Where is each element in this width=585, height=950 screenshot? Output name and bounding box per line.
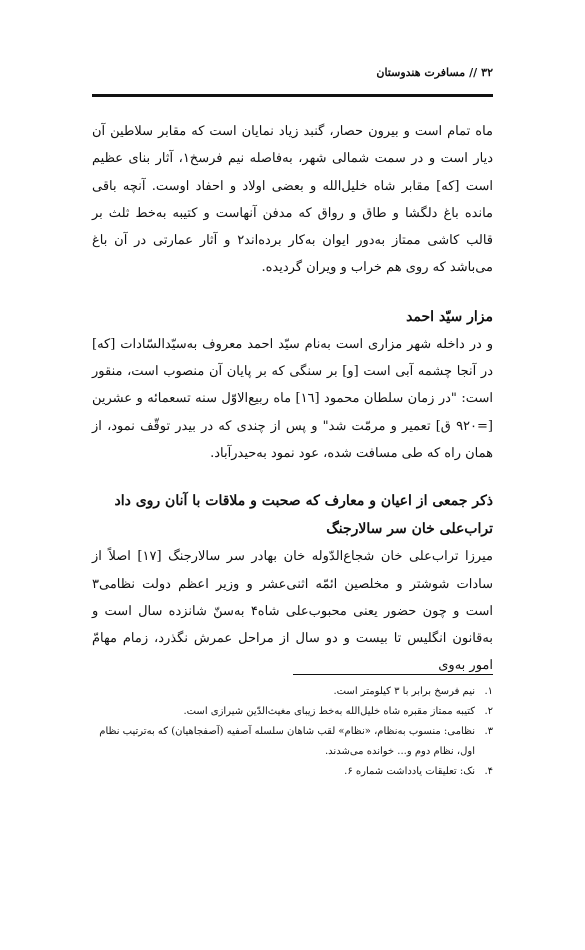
footnote bbox=[92, 762, 493, 782]
header-rule bbox=[92, 94, 493, 97]
footnote bbox=[92, 702, 493, 722]
section-heading-sayyed-ahmad: مزار سیّد احمد bbox=[406, 308, 493, 325]
section-heading-notables: ذکر جمعی از اعیان و معارف که صحبت و ملاقات با آنان روی داد bbox=[114, 493, 493, 510]
footnote-number: ۲. bbox=[484, 706, 493, 717]
footnote-text: نک: تعلیقات یادداشت شماره ۶. bbox=[344, 766, 475, 777]
footnote-rule bbox=[293, 674, 493, 675]
footnote bbox=[92, 682, 493, 702]
footnotes bbox=[92, 682, 493, 782]
subsection-heading-salar-jang: تراب‌علی خان سر سالارجنگ bbox=[326, 521, 493, 538]
running-title: مسافرت هندوستان bbox=[376, 66, 466, 79]
footnote-text: کتیبه ممتاز مقبره شاه خلیل‌الله به‌خط زیبای مغیث‌الدّین شیرازی است. bbox=[183, 706, 475, 717]
page-number: ۳۲ bbox=[481, 66, 493, 79]
footnote-number: ۳. bbox=[484, 726, 493, 737]
running-header bbox=[92, 66, 493, 79]
footnote-text: نظامی: منسوب به‌نظام، «نظام» لقب شاهان سلسله آصفیه (آصفجاهیان) که به‌ترتیب نظام اول، نظام دوم و... خوانده می‌شدند. bbox=[99, 726, 475, 757]
intro-paragraph: ماه تمام است و بیرون حصار، گنبد زیاد نمایان است که مقابر سلاطین آن دیار است و در سمت شمالی شهر، به‌فاصله نیم فرسخ۱، آثار بنای عظیم است [که] مقابر شاه خلیل‌الله و بعضی اولاد و احفاد اوست. آنچه باقی مانده باغ دلگشا و طاق و رواق که مدفن آنهاست و کتیبه به‌خط ثلث بر قالب کاشی ممتاز به‌دور ایوان به‌کار برده‌اند۲ و آثار عمارتی در آن باغ می‌باشد که روی هم خراب و ویران گردیده. bbox=[92, 124, 494, 276]
footnote-text: نیم فرسخ برابر با ۳ کیلومتر است. bbox=[333, 686, 475, 697]
section-paragraph-sayyed-ahmad: و در داخله شهر مزاری است به‌نام سیّد احمد معروف به‌سیّدالسّادات [که] در آنجا چشمه آبی است [و] بر سنگی که بر پایان آن منصوب است، منقور است: "در زمان سلطان محمود [۱٦] ماه ربیع‌الاوّل سنه تسعمائه و عشرین [=۹۲۰ ق] تعمیر و مرمّت شد" و پس از چندی که در بیدر توقّف نمود، از همان راه که طی مسافت شده، عود نمود به‌حیدرآباد. bbox=[92, 336, 493, 461]
footnote-number: ۴. bbox=[484, 766, 493, 777]
footnote-number: ۱. bbox=[484, 686, 493, 697]
section-paragraph-salar-jang: میرزا تراب‌علی خان شجاع‌الدّوله خان بهادر سر سالارجنگ [۱۷] اصلاً از سادات شوشتر و مخلصین ائمّه اثنی‌عشر و وزیر اعظم دولت نظامی۳ است و چون حضور یعنی محبوب‌علی شاه۴ به‌سنّ شانزده سال است و به‌قانون انگلیس تا بیست و دو سال از مراحل عمرش نگذرد، زمام مهامّ امور به‌وی bbox=[92, 549, 493, 674]
main-text bbox=[92, 118, 493, 680]
footnote bbox=[92, 722, 493, 762]
header-separator: // bbox=[469, 66, 478, 79]
